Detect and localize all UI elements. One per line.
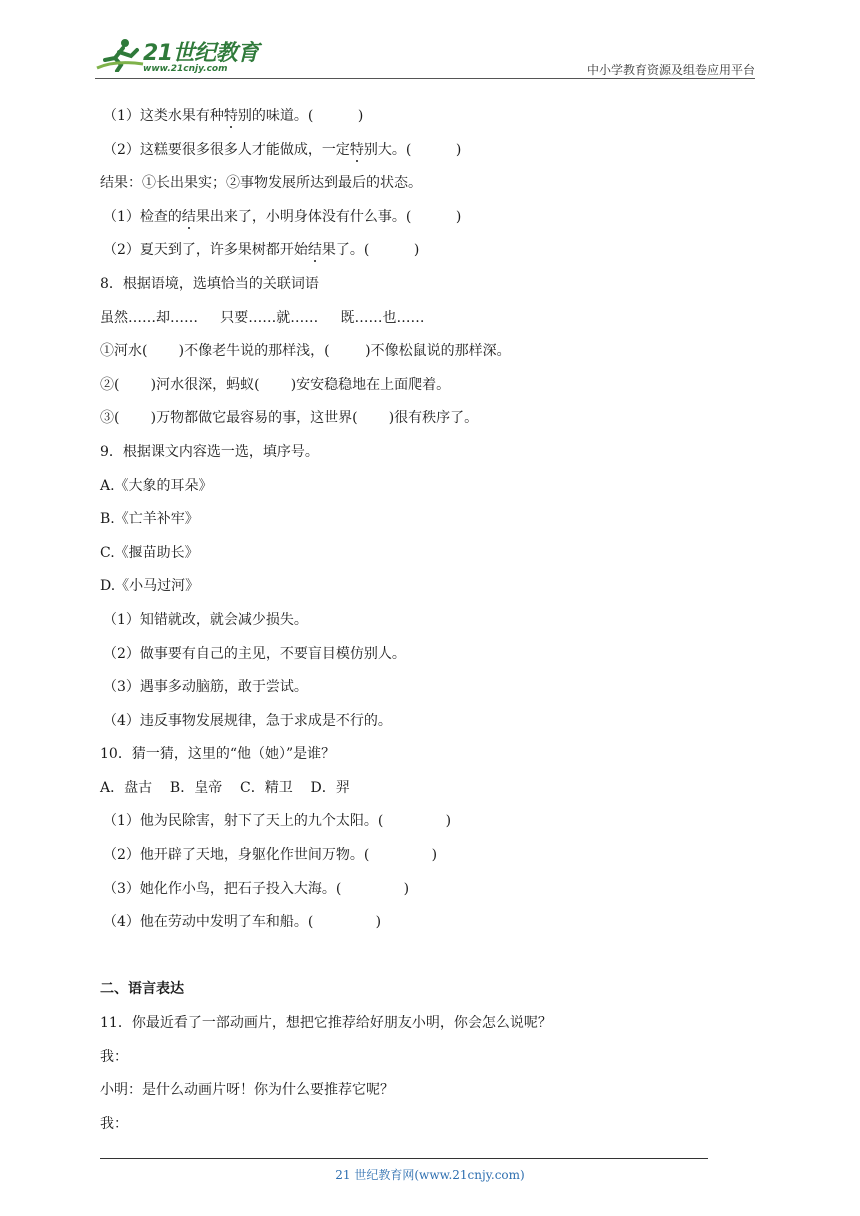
line-text: 9．根据课文内容选一选，填序号。 (100, 443, 319, 460)
line-text: 虽然……却…… 只要……就…… 既……也…… (100, 309, 425, 326)
worksheet-line (100, 671, 720, 705)
line-text: 10．猜一猜，这里的“他（她）”是谁？ (100, 746, 336, 763)
worksheet-line (100, 167, 720, 201)
line-text: 结果：①长出果实；②事物发展所达到最后的状态。 (100, 175, 422, 192)
runner-logo-icon (95, 38, 145, 72)
worksheet-line (100, 537, 720, 571)
worksheet-line (100, 772, 720, 806)
line-text: 我： (100, 1115, 128, 1132)
worksheet-line (100, 873, 720, 907)
worksheet-line (100, 268, 720, 302)
worksheet-line (100, 335, 720, 369)
line-text: （2）这糕要很多很多人才能做成，一定 (103, 141, 350, 158)
worksheet-line (100, 1007, 720, 1041)
worksheet-line (100, 201, 720, 235)
line-text: （1）他为民除害，射下了天上的九个太阳。( ) (103, 813, 452, 830)
line-text: A.《大象的耳朵》 (100, 477, 213, 494)
line-text: 小明：是什么动画片呀！你为什么要推荐它呢？ (100, 1082, 394, 1099)
logo-url: www.21cnjy.com (143, 64, 228, 74)
worksheet-line (100, 436, 720, 470)
emphasis-char: 特 (349, 141, 364, 158)
line-text: ③( )万物都做它最容易的事，这世界( )很有秩序了。 (100, 410, 479, 427)
line-text: C.《揠苗助长》 (100, 544, 199, 561)
footer-text: 21 世纪教育网(www.21cnjy.com) (335, 1168, 525, 1182)
line-text: （4）他在劳动中发明了车和船。( ) (103, 914, 382, 931)
header-platform-text: 中小学教育资源及组卷应用平台 (586, 63, 755, 77)
line-text: ②( )河水很深，蚂蚁( )安安稳稳地在上面爬着。 (100, 376, 451, 393)
line-text: （2）做事要有自己的主见，不要盲目模仿别人。 (103, 645, 406, 662)
logo-text: 21世纪教育 (143, 41, 259, 66)
worksheet-line (100, 570, 720, 604)
line-text: 我： (100, 1048, 128, 1065)
worksheet-line (100, 1108, 720, 1142)
line-text: 果了。( ) (321, 242, 420, 259)
line-text: 别的味道。( ) (237, 108, 364, 124)
line-text: 11．你最近看了一部动画片，想把它推荐给好朋友小明，你会怎么说呢？ (100, 1015, 552, 1032)
worksheet-line (100, 839, 720, 873)
worksheet-line (100, 234, 720, 268)
line-text: （1）这类水果有种 (103, 108, 224, 124)
worksheet-line (100, 604, 720, 638)
line-text: （2）他开辟了天地，身躯化作世间万物。( ) (103, 847, 438, 864)
line-text: B.《亡羊补牢》 (100, 511, 199, 528)
line-text: 果出来了，小明身体没有什么事。( ) (195, 208, 462, 225)
worksheet-line (100, 906, 720, 940)
worksheet-body (100, 100, 720, 1141)
footer-divider (100, 1158, 708, 1159)
worksheet-line (100, 302, 720, 336)
worksheet-line (100, 100, 720, 134)
line-text: （1）知错就改，就会减少损失。 (103, 611, 308, 628)
line-text: （2）夏天到了，许多果树都开始 (103, 242, 308, 259)
line-text: D.《小马过河》 (100, 578, 200, 595)
line-text: （4）违反事物发展规律，急于求成是不行的。 (103, 712, 392, 729)
worksheet-line (100, 470, 720, 504)
line-text: A．盘古 B．皇帝 C．精卫 D．羿 (100, 779, 350, 796)
line-text: 8．根据语境，选填恰当的关联词语 (100, 275, 319, 292)
worksheet-line (100, 1041, 720, 1075)
worksheet-line (100, 134, 720, 168)
worksheet-line (100, 940, 720, 974)
worksheet-line (100, 638, 720, 672)
line-text: （1）检查的 (103, 208, 182, 225)
line-text: （3）遇事多动脑筋，敢于尝试。 (103, 679, 308, 696)
worksheet-line (100, 503, 720, 537)
emphasis-char: 特 (223, 108, 238, 124)
line-text: 别大。( ) (363, 141, 462, 158)
section-heading (100, 973, 720, 1007)
worksheet-line (100, 805, 720, 839)
line-text: 二、语言表达 (100, 981, 184, 998)
emphasis-char: 结 (181, 208, 196, 225)
worksheet-line (100, 1074, 720, 1108)
worksheet-line (100, 369, 720, 403)
worksheet-line (100, 738, 720, 772)
worksheet-line (100, 402, 720, 436)
line-text: （3）她化作小鸟，把石子投入大海。( ) (103, 880, 410, 897)
header-divider (95, 78, 755, 79)
emphasis-char: 结 (307, 242, 322, 259)
line-text: ①河水( )不像老牛说的那样浅，( )不像松鼠说的那样深。 (100, 343, 511, 360)
worksheet-line (100, 705, 720, 739)
page-header (95, 30, 755, 80)
